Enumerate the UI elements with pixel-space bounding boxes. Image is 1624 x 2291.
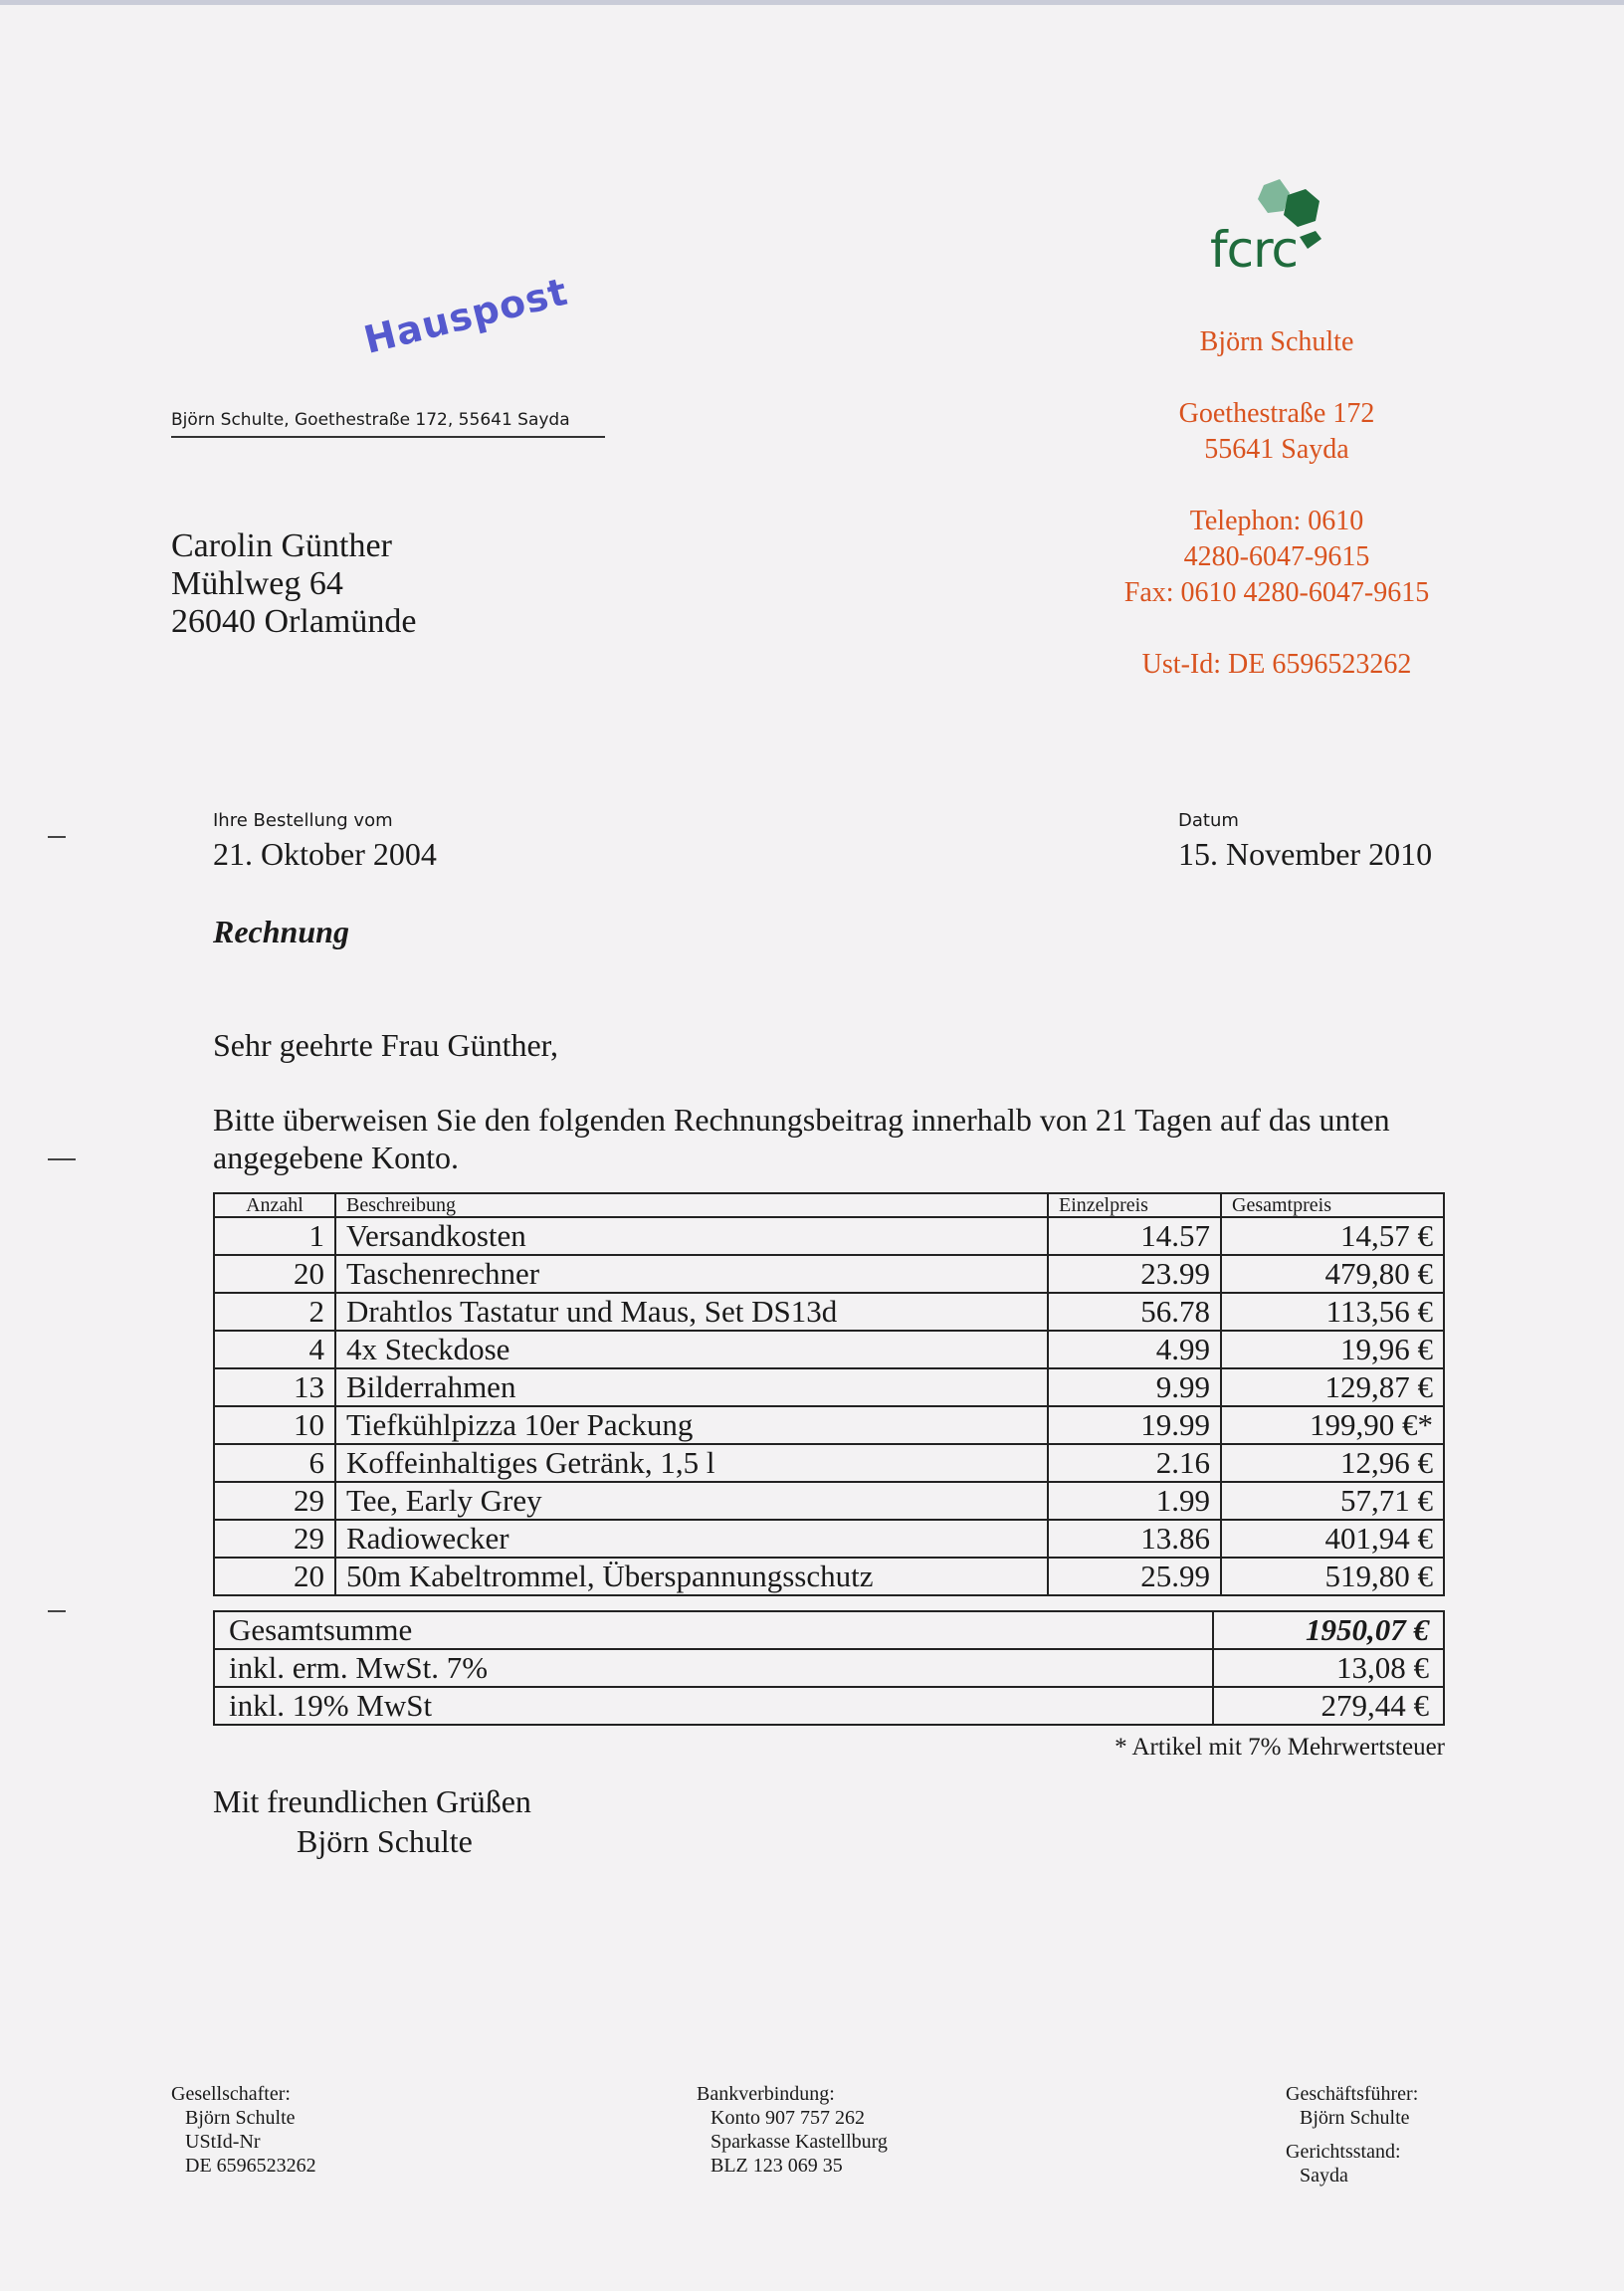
row-description: Bilderrahmen bbox=[335, 1368, 1048, 1406]
table-header-row bbox=[214, 1193, 1444, 1217]
header-total-price: Gesamtpreis bbox=[1221, 1193, 1444, 1217]
vat7-value: 13,08 € bbox=[1213, 1649, 1444, 1687]
table-row bbox=[214, 1368, 1444, 1406]
vat7-label: inkl. erm. MwSt. 7% bbox=[214, 1649, 1213, 1687]
row-unit-price: 19.99 bbox=[1048, 1406, 1221, 1444]
row-description: Tiefkühlpizza 10er Packung bbox=[335, 1406, 1048, 1444]
header-quantity: Anzahl bbox=[214, 1193, 335, 1217]
row-description: Radiowecker bbox=[335, 1520, 1048, 1558]
row-total-price: 199,90 €* bbox=[1221, 1406, 1444, 1444]
salutation: Sehr geehrte Frau Günther, bbox=[213, 1027, 559, 1063]
page-top-edge bbox=[0, 0, 1624, 5]
footer-bank-title: Bankverbindung: bbox=[697, 2083, 835, 2105]
table-row bbox=[214, 1217, 1444, 1255]
footer-court-value: Sayda bbox=[1300, 2165, 1348, 2187]
recipient-name: Carolin Günther bbox=[171, 527, 392, 564]
row-unit-price: 56.78 bbox=[1048, 1293, 1221, 1331]
row-total-price: 479,80 € bbox=[1221, 1255, 1444, 1293]
header-description: Beschreibung bbox=[335, 1193, 1048, 1217]
recipient-address bbox=[171, 527, 416, 641]
footer-partners-title: Gesellschafter: bbox=[171, 2083, 291, 2105]
company-phone-line2: 4280-6047-9615 bbox=[1183, 541, 1370, 572]
total-row bbox=[214, 1611, 1444, 1649]
row-description: Koffeinhaltiges Getränk, 1,5 l bbox=[335, 1444, 1048, 1482]
closing-block bbox=[213, 1781, 531, 1861]
order-date-label: Ihre Bestellung vom bbox=[213, 810, 393, 831]
row-unit-price: 1.99 bbox=[1048, 1482, 1221, 1520]
vat19-label: inkl. 19% MwSt bbox=[214, 1687, 1213, 1725]
company-phone-line1: Telephon: 0610 bbox=[1189, 506, 1364, 536]
footer-bank-name: Sparkasse Kastellburg bbox=[710, 2131, 888, 2153]
row-quantity: 20 bbox=[214, 1558, 335, 1595]
row-quantity: 1 bbox=[214, 1217, 335, 1255]
table-row bbox=[214, 1558, 1444, 1595]
row-quantity: 20 bbox=[214, 1255, 335, 1293]
row-total-price: 14,57 € bbox=[1221, 1217, 1444, 1255]
total-sum-value: 1950,07 € bbox=[1213, 1611, 1444, 1649]
row-description: Drahtlos Tastatur und Maus, Set DS13d bbox=[335, 1293, 1048, 1331]
table-row bbox=[214, 1482, 1444, 1520]
table-row bbox=[214, 1406, 1444, 1444]
table-row bbox=[214, 1255, 1444, 1293]
footer-court-title: Gerichtsstand: bbox=[1286, 2141, 1401, 2163]
row-quantity: 4 bbox=[214, 1331, 335, 1368]
row-description: Tee, Early Grey bbox=[335, 1482, 1048, 1520]
footer-partners bbox=[171, 2082, 316, 2178]
row-total-price: 519,80 € bbox=[1221, 1558, 1444, 1595]
table-row bbox=[214, 1520, 1444, 1558]
row-quantity: 2 bbox=[214, 1293, 335, 1331]
company-name: Björn Schulte bbox=[1199, 326, 1354, 357]
row-unit-price: 25.99 bbox=[1048, 1558, 1221, 1595]
row-unit-price: 2.16 bbox=[1048, 1444, 1221, 1482]
row-total-price: 57,71 € bbox=[1221, 1482, 1444, 1520]
row-quantity: 6 bbox=[214, 1444, 335, 1482]
footer-bank bbox=[697, 2082, 888, 2178]
footer-management-title: Geschäftsführer: bbox=[1286, 2083, 1419, 2105]
invoice-date-label: Datum bbox=[1178, 810, 1239, 831]
company-vat-id: Ust-Id: DE 6596523262 bbox=[1141, 649, 1412, 680]
header-unit-price: Einzelpreis bbox=[1048, 1193, 1221, 1217]
row-quantity: 13 bbox=[214, 1368, 335, 1406]
table-row bbox=[214, 1293, 1444, 1331]
invoice-date-value: 15. November 2010 bbox=[1178, 836, 1433, 872]
vat7-row bbox=[214, 1649, 1444, 1687]
footer-bank-account: Konto 907 757 262 bbox=[710, 2107, 865, 2129]
table-row bbox=[214, 1444, 1444, 1482]
intro-paragraph: Bitte überweisen Sie den folgenden Rechnungsbeitrag innerhalb von 21 Tagen auf das unten angegebene Konto. bbox=[213, 1102, 1390, 1175]
closing-greeting: Mit freundlichen Grüßen bbox=[213, 1783, 531, 1819]
row-unit-price: 13.86 bbox=[1048, 1520, 1221, 1558]
row-unit-price: 9.99 bbox=[1048, 1368, 1221, 1406]
footer-management bbox=[1286, 2082, 1418, 2187]
recipient-street: Mühlweg 64 bbox=[171, 565, 343, 602]
vat19-value: 279,44 € bbox=[1213, 1687, 1444, 1725]
row-total-price: 12,96 € bbox=[1221, 1444, 1444, 1482]
row-total-price: 19,96 € bbox=[1221, 1331, 1444, 1368]
fold-mark-bottom bbox=[48, 1610, 66, 1612]
row-quantity: 29 bbox=[214, 1482, 335, 1520]
vat19-row bbox=[214, 1687, 1444, 1725]
company-letterhead bbox=[1065, 324, 1489, 683]
company-street: Goethestraße 172 bbox=[1178, 398, 1375, 429]
company-city: 55641 Sayda bbox=[1204, 434, 1349, 465]
recipient-city: 26040 Orlamünde bbox=[171, 603, 417, 640]
company-fax: Fax: 0610 4280-6047-9615 bbox=[1123, 577, 1430, 608]
row-unit-price: 23.99 bbox=[1048, 1255, 1221, 1293]
row-total-price: 401,94 € bbox=[1221, 1520, 1444, 1558]
row-total-price: 129,87 € bbox=[1221, 1368, 1444, 1406]
invoice-items-table bbox=[213, 1192, 1445, 1596]
row-description: Versandkosten bbox=[335, 1217, 1048, 1255]
row-quantity: 10 bbox=[214, 1406, 335, 1444]
row-quantity: 29 bbox=[214, 1520, 335, 1558]
vat-footnote: * Artikel mit 7% Mehrwertsteuer bbox=[1115, 1734, 1445, 1761]
row-description: 50m Kabeltrommel, Überspannungsschutz bbox=[335, 1558, 1048, 1595]
row-unit-price: 4.99 bbox=[1048, 1331, 1221, 1368]
row-description: 4x Steckdose bbox=[335, 1331, 1048, 1368]
total-sum-label: Gesamtsumme bbox=[214, 1611, 1213, 1649]
invoice-totals-table bbox=[213, 1610, 1445, 1726]
fold-mark-top bbox=[48, 836, 66, 838]
closing-signature: Björn Schulte bbox=[297, 1823, 473, 1859]
footer-vat-number: DE 6596523262 bbox=[185, 2155, 316, 2177]
row-unit-price: 14.57 bbox=[1048, 1217, 1221, 1255]
order-date-value: 21. Oktober 2004 bbox=[213, 836, 437, 872]
footer-bank-code: BLZ 123 069 35 bbox=[710, 2155, 843, 2177]
logo-wordmark: fcrc bbox=[1210, 221, 1299, 279]
document-title: Rechnung bbox=[213, 914, 349, 949]
sender-return-address: Björn Schulte, Goethestraße 172, 55641 Sayda bbox=[171, 410, 605, 438]
row-total-price: 113,56 € bbox=[1221, 1293, 1444, 1331]
footer-partners-name: Björn Schulte bbox=[185, 2107, 296, 2129]
footer-management-name: Björn Schulte bbox=[1300, 2107, 1410, 2129]
footer-vat-label: UStId-Nr bbox=[185, 2131, 261, 2153]
table-row bbox=[214, 1331, 1444, 1368]
punch-mark bbox=[48, 1158, 76, 1160]
hauspost-stamp: Hauspost bbox=[359, 269, 573, 362]
row-description: Taschenrechner bbox=[335, 1255, 1048, 1293]
